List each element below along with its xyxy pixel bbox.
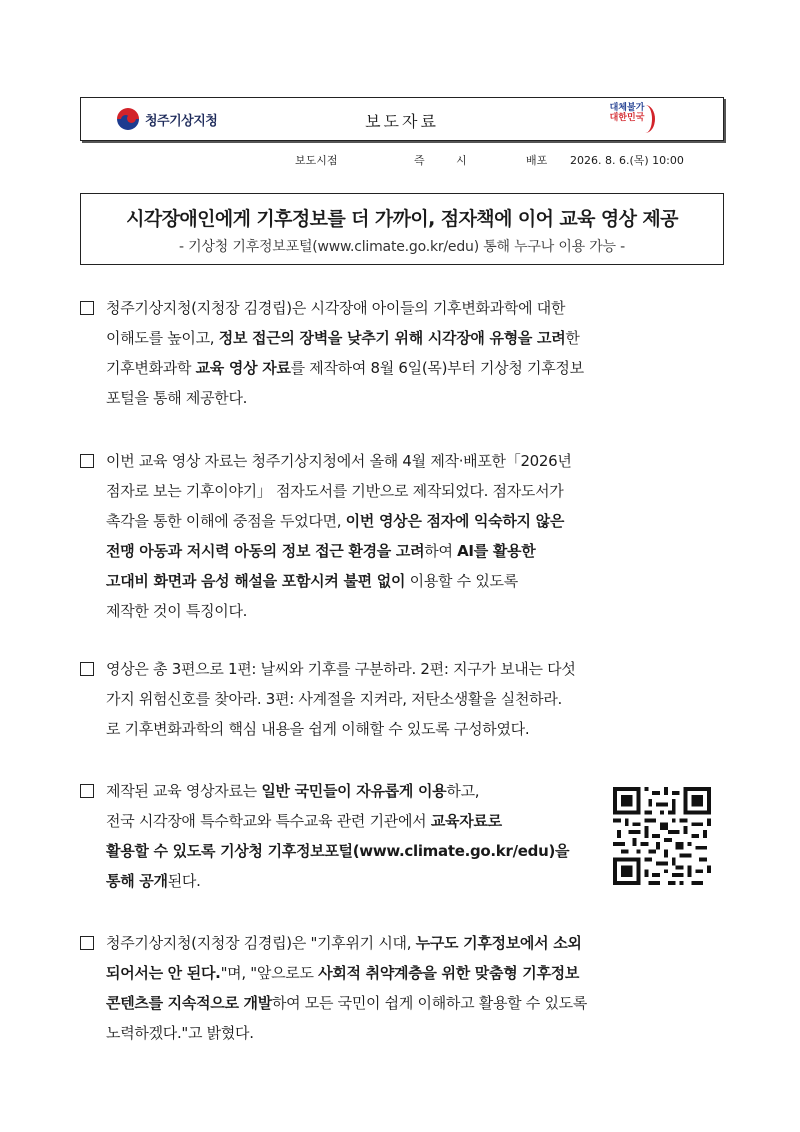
paragraph-3 [80,654,730,744]
p3-line1: 영상은 총 3편으로 1편: 날씨와 기후를 구분하라. 2편: 지구가 보내는 다섯 [106,660,576,678]
paragraph-1 [80,293,730,413]
press-header [80,97,724,141]
checkbox-bullet-icon [80,936,94,950]
slogan-logo [607,103,649,137]
p5-line4: 노력하겠다."고 밝혔다. [106,1024,254,1042]
paragraph-2 [80,446,730,626]
slogan-line1: 대체불가 [609,103,645,113]
org-name: 청주기상지청 [145,113,218,129]
p5-line1b: 누구도 기후정보에서 소외 [415,934,582,952]
p1-line3c: 를 제작하여 8월 6일(목)부터 기상청 기후정보 [290,359,584,377]
p2-line3b: 이번 영상은 점자에 익숙하지 않은 [345,512,565,530]
p2-line5a: 고대비 화면과 음성 해설을 포함시켜 불편 없이 [106,572,406,590]
p4-line2b: 교육자료로 [430,812,502,830]
p2-line4a: 전맹 아동과 저시력 아동의 정보 접근 환경을 고려 [106,542,425,560]
checkbox-bullet-icon [80,454,94,468]
title-box [80,193,724,265]
dist-date: 2026. 8. 6.(목) 10:00 [570,154,684,167]
main-title: 시각장애인에게 기후정보를 더 가까이, 점자책에 이어 교육 영상 제공 [126,208,678,230]
p2-line2: 점자로 보는 기후이야기」 점자도서를 기반으로 제작되었다. 점자도서가 [106,482,564,500]
p4-line2a: 전국 시각장애 특수학교와 특수교육 관련 기관에서 [106,812,431,830]
p2-line4b: 하여 [424,542,458,560]
p1-line3b: 교육 영상 자료 [195,359,291,377]
p5-line3a: 콘텐츠를 지속적으로 개발 [106,994,272,1012]
p2-line1: 이번 교육 영상 자료는 청주기상지청에서 올해 4월 제작·배포한「2026년 [106,452,572,470]
p2-line3a: 촉각을 통한 이해에 중점을 두었다면, [106,512,346,530]
p4-line4a: 통해 공개 [106,872,168,890]
p2-line4c: AI를 활용한 [457,542,536,560]
checkbox-bullet-icon [80,301,94,315]
p4-line3: 활용할 수 있도록 기상청 기후정보포털(www.climate.go.kr/edu)을 [106,842,570,860]
dist-label: 배포 [526,154,548,167]
p1-line2b: 정보 접근의 장벽을 낮추기 위해 시각장애 유형을 고려 [218,329,566,347]
p5-line2a: 되어서는 안 된다. [106,964,221,982]
p2-line6: 제작한 것이 특징이다. [106,602,248,620]
p1-line2a: 이해도를 높이고, [106,329,219,347]
slogan-line2: 대한민국 [609,113,645,123]
release-label: 보도시점 [295,154,338,167]
p1-line1: 청주기상지청(지청장 김경립)은 시각장애 아이들의 기후변화과학에 대한 [106,299,566,317]
paragraph-5 [80,928,730,1048]
p4-line1a: 제작된 교육 영상자료는 [106,782,262,800]
p5-line2c: 사회적 취약계층을 위한 맞춤형 기후정보 [318,964,580,982]
slogan-swoosh-icon [636,105,655,133]
p4-line4b: 된다. [167,872,201,890]
doc-type-title: 보도자료 [365,112,439,131]
p2-line5b: 이용할 수 있도록 [405,572,518,590]
release-value: 즉 시 [414,154,481,167]
p3-line2: 가지 위험신호를 찾아라. 3편: 사계절을 지켜라, 저탄소생활을 실천하라. [106,690,563,708]
p1-line4: 포털을 통해 제공한다. [106,389,248,407]
p1-line3a: 기후변화과학 [106,359,196,377]
p4-line1c: 하고, [446,782,480,800]
p5-line2b: "며, "앞으로도 [220,964,319,982]
p1-line2c: 한 [565,329,580,347]
p5-line3b: 하여 모든 국민이 쉽게 이해하고 활용할 수 있도록 [271,994,588,1012]
sub-title: - 기상청 기후정보포털(www.climate.go.kr/edu) 통해 누구나 이용 가능 - [179,239,625,255]
checkbox-bullet-icon [80,662,94,676]
p5-line1a: 청주기상지청(지청장 김경립)은 "기후위기 시대, [106,934,416,952]
checkbox-bullet-icon [80,784,94,798]
p3-line3: 로 기후변화과학의 핵심 내용을 쉽게 이해할 수 있도록 구성하였다. [106,720,530,738]
p4-line1b: 일반 국민들이 자유롭게 이용 [261,782,447,800]
qr-code-icon[interactable] [613,787,711,885]
